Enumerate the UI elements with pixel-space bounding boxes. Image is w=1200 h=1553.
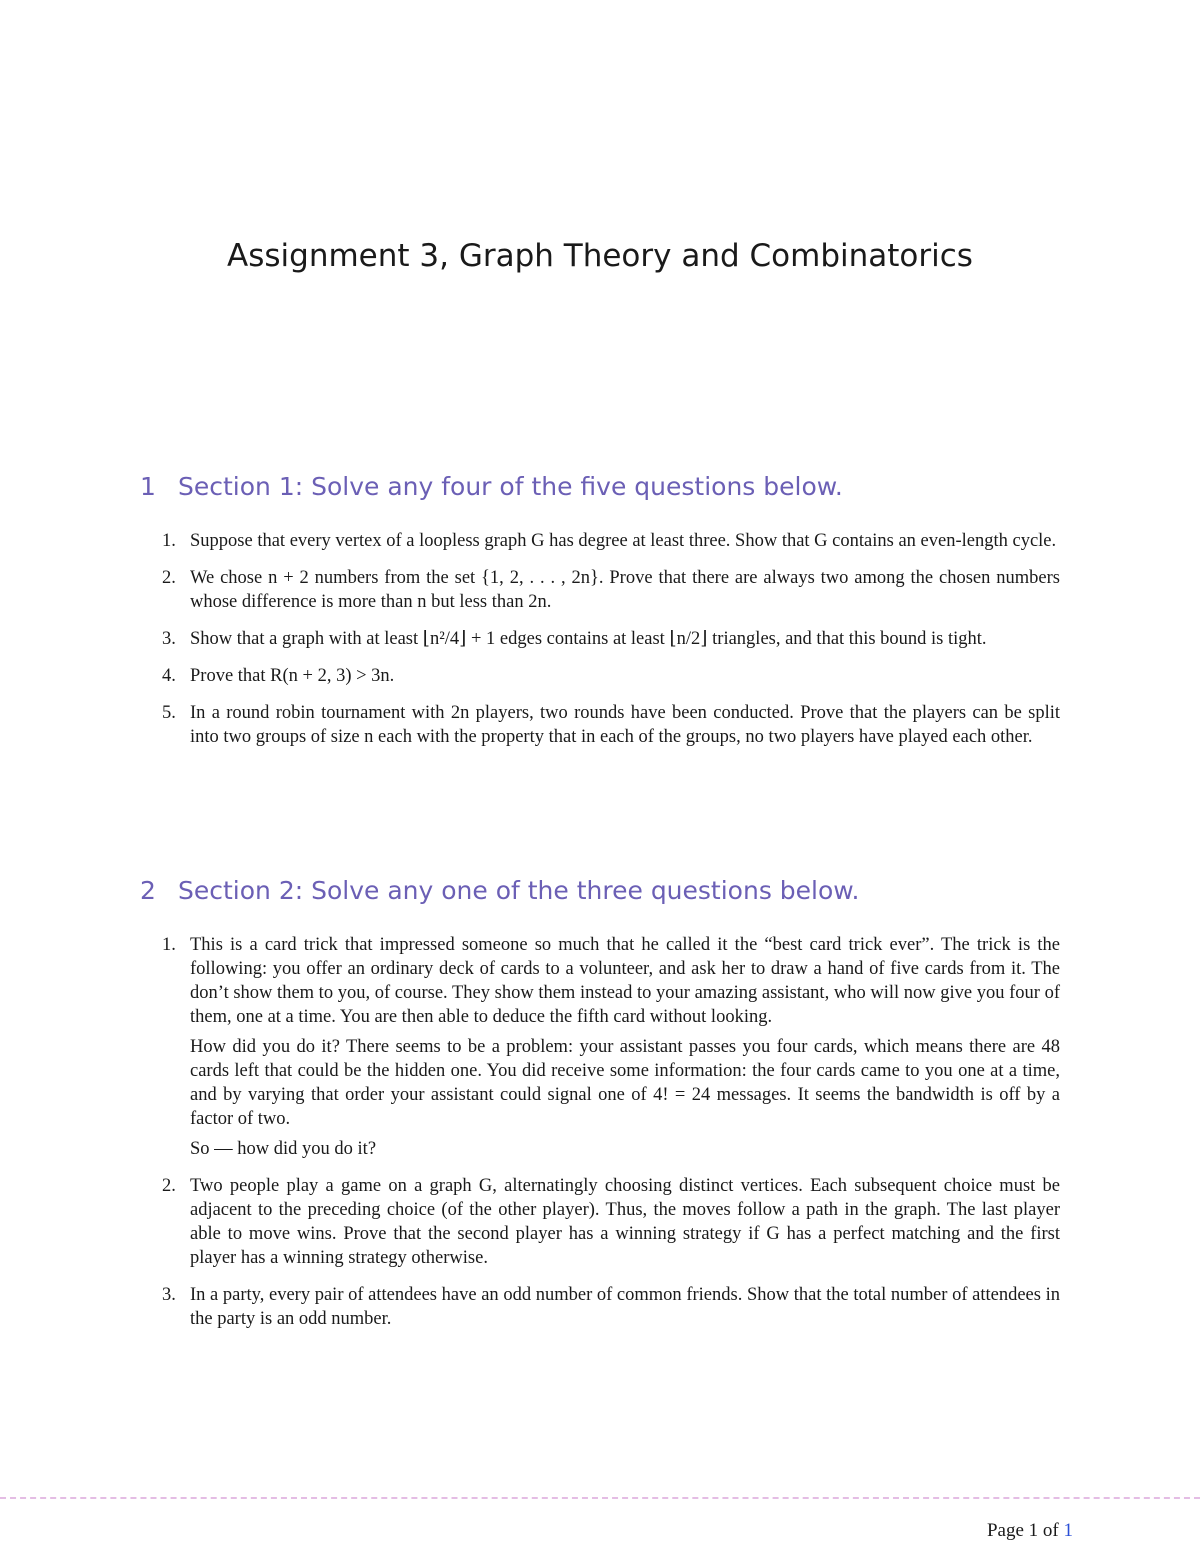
- question-item: [140, 529, 1060, 553]
- document-title: Assignment 3, Graph Theory and Combinatorics: [227, 238, 973, 274]
- section-heading: [140, 472, 1060, 501]
- question-number: 4.: [162, 666, 176, 686]
- question-text: So — how did you do it?: [190, 1139, 377, 1159]
- question-text: This is a card trick that impressed someone so much that he called it the “best card trick ever”. The trick is the following: you offer an ordinary deck of cards to a volunteer, and ask her to draw a hand of five cards from it. The don’t show them to you, of course. They show them instead to your amazing assistant, who will now give you four of them, one at a time. You are then able to deduce the fifth card without looking.: [190, 935, 1060, 1027]
- question-text: Prove that R(n + 2, 3) > 3n.: [190, 666, 395, 686]
- question-text: Two people play a game on a graph G, alternatingly choosing distinct vertices. Each subsequent choice must be adjacent to the preceding choice (of the other player). Thus, the moves follow a path in the graph. The last player able to move wins. Prove that the second player has a winning strategy if G has a perfect matching and the first player has a winning strategy otherwise.: [190, 1176, 1060, 1268]
- question-number: 5.: [162, 703, 176, 723]
- page-total-link[interactable]: 1: [1063, 1520, 1073, 1541]
- question-item: [140, 566, 1060, 614]
- question-text: In a party, every pair of attendees have an odd number of common friends. Show that the total number of attendees in the party is an odd number.: [190, 1285, 1060, 1329]
- section-2: [140, 876, 1060, 1344]
- page-number: [987, 1520, 1073, 1542]
- question-item: [140, 1174, 1060, 1270]
- question-item: [140, 701, 1060, 749]
- question-number: 3.: [162, 1285, 176, 1305]
- question-text: How did you do it? There seems to be a problem: your assistant passes you four cards, which means there are 48 cards left that could be the hidden one. You did receive some information: the four cards came to you one at a time, and by varying that order your assistant could signal one of 4! = 24 messages. It seems the bandwidth is off by a factor of two.: [190, 1037, 1060, 1129]
- section-heading: [140, 876, 1060, 905]
- section-title: Section 2: Solve any one of the three questions below.: [178, 876, 860, 905]
- question-item: [140, 627, 1060, 651]
- question-number: 1.: [162, 531, 176, 551]
- page-number-prefix: Page 1 of: [986, 1520, 1064, 1541]
- section-title: Section 1: Solve any four of the five questions below.: [178, 472, 843, 501]
- section-number: 2: [140, 876, 156, 905]
- question-item: [140, 664, 1060, 688]
- question-item: [140, 933, 1060, 1161]
- question-number: 1.: [162, 935, 176, 955]
- footer-divider: [0, 1497, 1200, 1499]
- question-text: In a round robin tournament with 2n players, two rounds have been conducted. Prove that the players can be split into two groups of size n each with the property that in each of the groups, no two players have played each other.: [190, 703, 1060, 747]
- question-number: 2.: [162, 1176, 176, 1196]
- section-1: [140, 472, 1060, 762]
- question-list: [140, 529, 1060, 749]
- question-list: [140, 933, 1060, 1331]
- question-number: 2.: [162, 568, 176, 588]
- question-number: 3.: [162, 629, 176, 649]
- section-number: 1: [140, 472, 156, 501]
- question-text: Suppose that every vertex of a loopless graph G has degree at least three. Show that G contains an even-length cycle.: [190, 531, 1057, 551]
- question-text: Show that a graph with at least ⌊n²/4⌋ + 1 edges contains at least ⌊n/2⌋ triangles, and that this bound is tight.: [190, 629, 987, 649]
- question-item: [140, 1283, 1060, 1331]
- question-text: We chose n + 2 numbers from the set {1, 2, . . . , 2n}. Prove that there are always two among the chosen numbers whose difference is more than n but less than 2n.: [190, 568, 1060, 612]
